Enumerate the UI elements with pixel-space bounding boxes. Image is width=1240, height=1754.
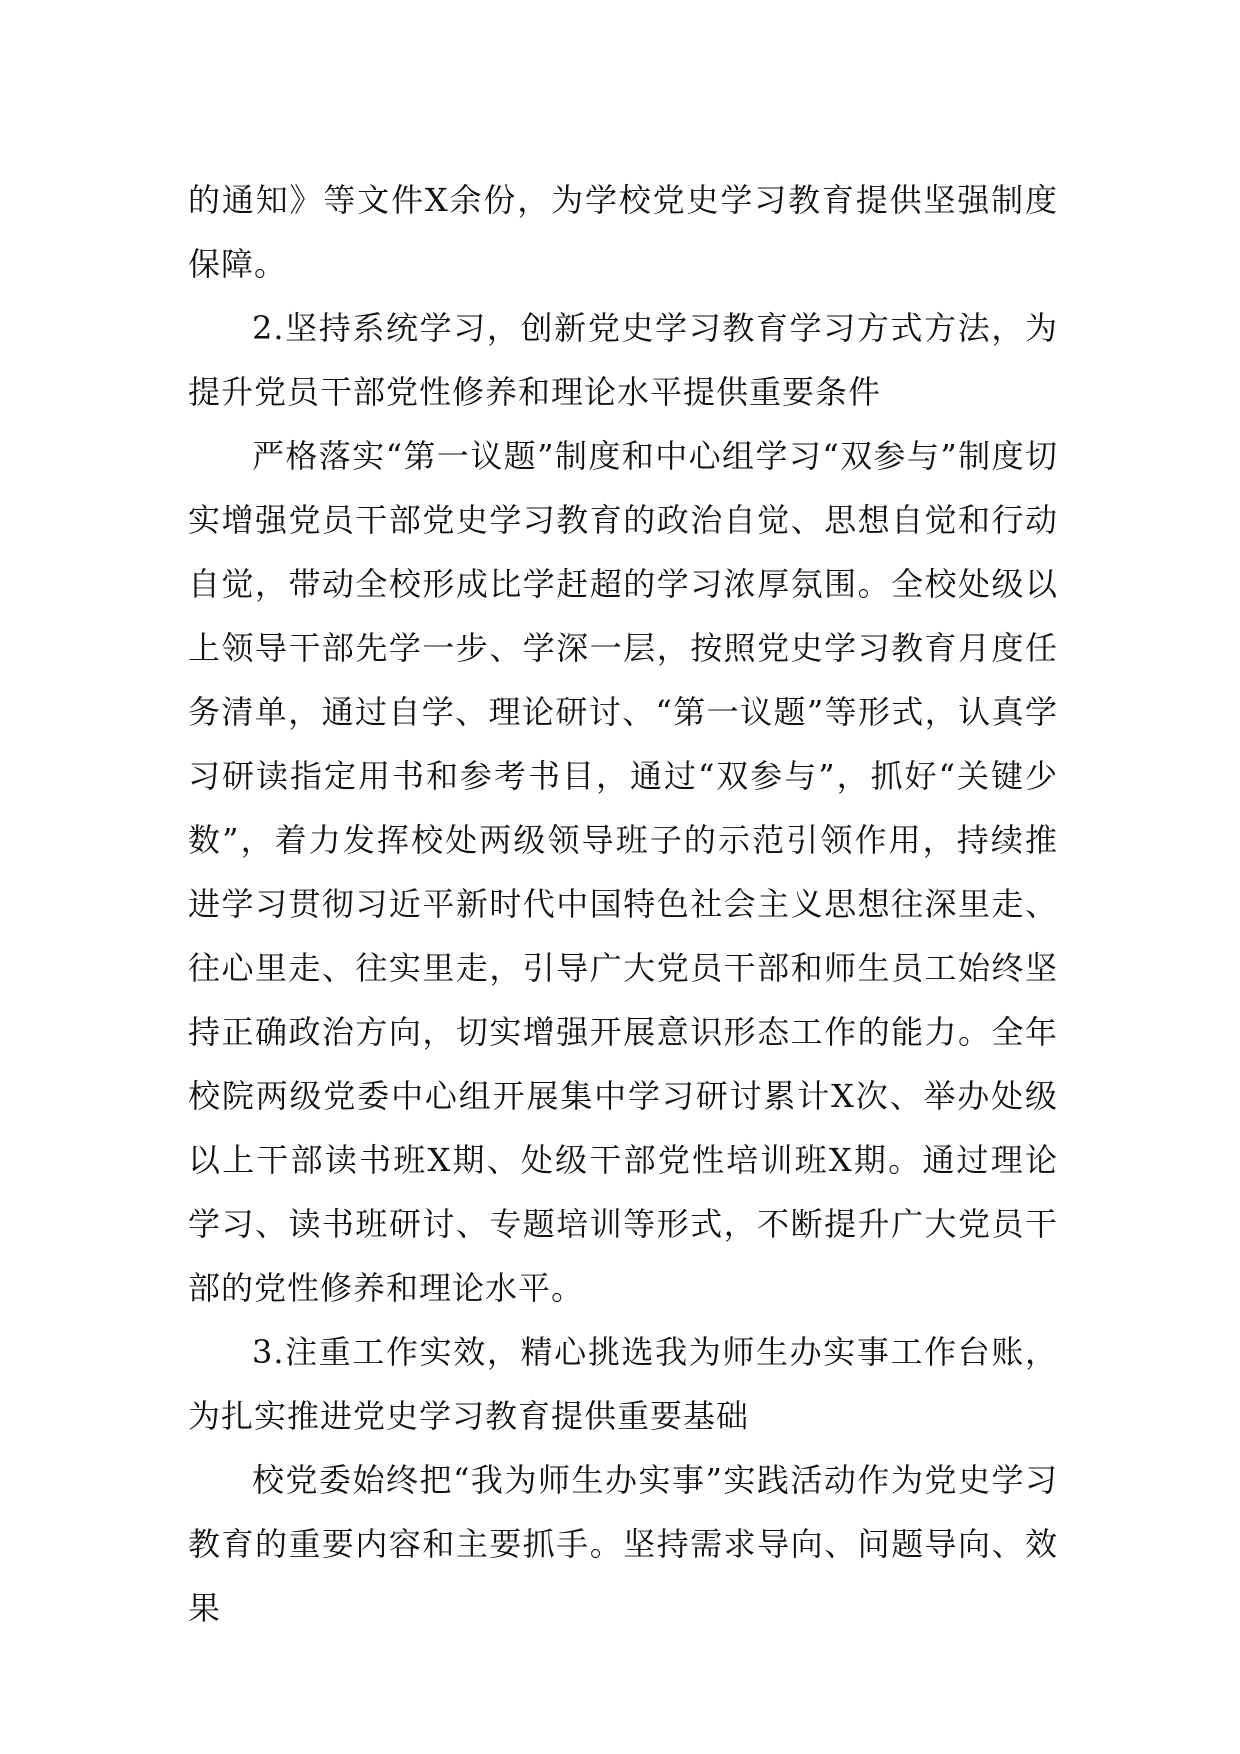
section-heading-2: 2.坚持系统学习，创新党史学习教育学习方式方法，为提升党员干部党性修养和理论水平提供重要条件	[188, 309, 1058, 411]
section-heading-3: 3.注重工作实效，精心挑选我为师生办实事工作台账，为扎实推进党史学习教育提供重要基础	[188, 1333, 1058, 1435]
paragraph-body: 校党委始终把“我为师生办实事”实践活动作为党史学习教育的重要内容和主要抓手。坚持需求导向、问题导向、效果	[188, 1461, 1058, 1627]
paragraph-body: 严格落实“第一议题”制度和中心组学习“双参与”制度切实增强党员干部党史学习教育的政治自觉、思想自觉和行动自觉，带动全校形成比学赶超的学习浓厚氛围。全校处级以上领导干部先学一步、学深一层，按照党史学习教育月度任务清单，通过自学、理论研讨、“第一议题”等形式，认真学习研读指定用书和参考书目，通过“双参与”，抓好“关键少数”，着力发挥校处两级领导班子的示范引领作用，持续推进学习贯彻习近平新时代中国特色社会主义思想往深里走、往心里走、往实里走，引导广大党员干部和师生员工始终坚持正确政治方向，切实增强开展意识形态工作的能力。全年校院两级党委中心组开展集中学习研讨累计X次、举办处级以上干部读书班X期、处级干部党性培训班X期。通过理论学习、读书班研讨、专题培训等形式，不断提升广大党员干部的党性修养和理论水平。	[188, 437, 1058, 1307]
paragraph-continuation: 的通知》等文件X余份，为学校党史学习教育提供坚强制度保障。	[188, 181, 1058, 283]
document-body	[188, 168, 1058, 1640]
